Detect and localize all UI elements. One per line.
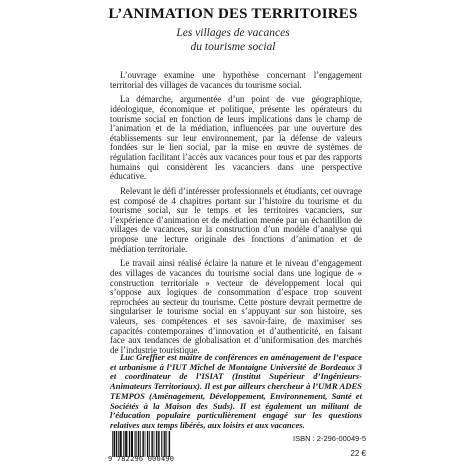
book-subtitle-line-1: Les villages de vacances [176, 27, 290, 39]
isbn-barcode [110, 431, 200, 457]
book-subtitle-line-2: du tourisme social [190, 41, 276, 53]
isbn-number: ISBN : 2-296-00049-5 [293, 434, 366, 443]
author-biography [110, 353, 362, 431]
barcode-digits: 9 782296 000490 [108, 455, 175, 463]
author-name: Luc Greffier [120, 352, 165, 362]
summary-paragraph-3: Relevant le défi d’intéresser professionnels et étudiants, cet ouvrage est composé de 4 chapitres portant sur l’histoire du tourisme et du tourisme social, sur le temps et les territoires vacanciers, sur l’expérience d’animation et de médiation menée par un échantillon de villages de vacances, sur la construction d’un modèle d’analyse qui propose une lecture originale des fonctions d’animation et de médiation territoriale. [110, 185, 362, 254]
summary-text [110, 71, 362, 356]
summary-paragraph-4: Le travail ainsi réalisé éclaire la nature et le niveau d’engagement des villages de vacances du tourisme social dans une logique de « construction territoriale » vecteur de développement local qui s’oppose aux logiques de consommation d’espace trop souvent reprochées au secteur du tourisme. Cette posture devrait permettre de singulariser le tourisme social en s’appuyant sur son histoire, ses valeurs, ses compétences et ses savoir-faire, de maximiser ses capacités contemporaines d’innovation et d’authenticité, en faisant face aux tendances de globalisation et d’uniformisation des marchés de l’industrie touristique. [110, 258, 362, 355]
book-title: L’ANIMATION DES TERRITOIRES [108, 6, 358, 22]
summary-paragraph-2: La démarche, argumentée d’un point de vue géographique, idéologique, économique et politique, présente les opérateurs du tourisme social en fonction de leurs implications dans le champ de l’animation et de la médiation, influencées par une ouverture des établissements sur leur environnement, par la défense de valeurs fondées sur le lien social, par la mise en œuvre de systèmes de régulation facilitant l’accès aux vacances pour tous et par des rapports humains qui considèrent les vacanciers dans une perspective éducative. [110, 94, 362, 182]
author-biography-text: est maître de conférences en aménagement de l’espace et urbanisme à l’IUT Michel de Montaigne Université de Bordeaux 3 et coordinateur de l’ISIAT (Institut Supérieur d’Ingénieurs-Animateurs Territoriaux). Il est par ailleurs chercheur à l’UMR ADES TEMPOS (Aménagement, Développement, Environnement, Santé et Sociétés à la Maison des Suds). Il est également un militant de l’éducation populaire particulièrement engagé sur les questions relatives aux temps libérés, aux loisirs et aux vacances. [110, 352, 362, 430]
summary-paragraph-1: L’ouvrage examine une hypothèse concernant l’engagement territorial des villages de vacances du tourisme social. [110, 70, 362, 90]
price: 22 € [350, 449, 366, 458]
